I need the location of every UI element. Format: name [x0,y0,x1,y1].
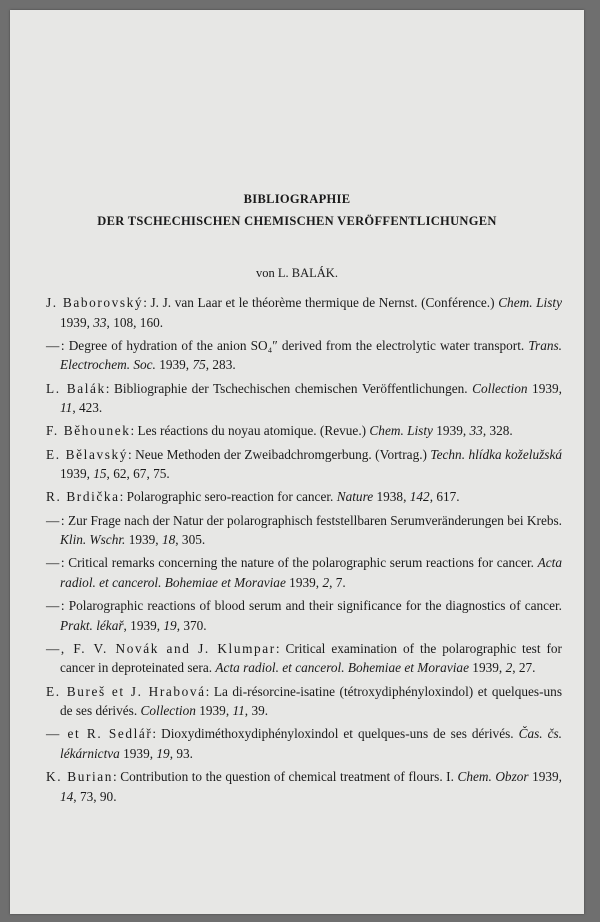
entry-year: 1939, [527,380,562,396]
entry-title: La di-résorcine-isatine (tétroxydiphényloxindol) et quelques-uns de ses dérivés. [60,683,562,719]
entry-author: — [46,598,61,614]
entry-journal: Čas. čs. lékárnictva [60,726,562,761]
entry-separator: : [130,423,135,439]
entry-pages: , 283. [205,357,236,373]
entry-journal: Nature [336,489,374,505]
bibliography-list [46,293,562,810]
entry-volume: 2 [505,660,513,676]
entry-year: 1939, [432,423,470,439]
entry-year: 1939, [285,574,323,590]
document-page [10,10,584,914]
entry-volume: 33 [93,314,107,330]
entry-pages: , 93. [169,746,193,761]
entry-separator: : [119,489,124,505]
entry-pages: , 62, 67, 75. [106,466,170,482]
entry-volume: 11 [60,400,73,416]
entry-journal: Klin. Wschr. [60,532,126,548]
entry-journal: Prakt. lékař [60,617,124,633]
page-subtitle: DER TSCHECHISCHEN CHEMISCHEN VERÖFFENTLICHUNGEN [97,214,497,228]
bibliography-entry [46,336,562,375]
entry-volume: 14 [60,788,74,804]
entry-year: 1939, [155,357,193,373]
entry-separator: : [60,598,65,614]
entry-separator: : [143,295,147,310]
entry-title: Neue Methoden der Zweibadchromgerbung. (Vortrag.) [131,446,431,462]
entry-pages: , 108, 160. [106,314,164,330]
entry-year: 1939, [60,466,94,482]
entry-journal: Chem. Listy [369,423,433,439]
bibliography-entry [46,445,562,484]
bibliography-entry [46,421,562,441]
entry-title: Polarographic sero-reaction for cancer. [123,489,337,505]
entry-separator: : [127,446,132,462]
entry-volume: 142 [409,489,430,505]
entry-volume: 75 [192,357,206,373]
entry-author: F. Běhounek [46,423,131,439]
entry-separator: : [152,726,157,742]
entry-pages: , 305. [175,532,206,548]
entry-volume: 18 [161,532,176,548]
bibliography-entry [46,511,562,550]
entry-author: — [46,555,61,571]
entry-pages: , 39. [244,703,269,719]
entry-author: — et R. Sedlář [46,726,153,742]
entry-pages: , 7. [329,574,346,590]
byline: von L. BALÁK. [256,266,338,280]
entry-year: 1939, [528,769,562,785]
entry-journal: Collection [140,703,196,719]
entry-journal: Collection [472,380,528,396]
entry-pages: , 27. [512,660,536,676]
entry-year: 1939, [195,703,233,719]
entry-pages: , 423. [72,400,103,416]
entry-journal: Acta radiol. et cancerol. Bohemiae et Moraviae [60,555,562,590]
bibliography-entry [46,487,562,507]
entry-title: Dioxydiméthoxydiphényloxindol et quelques-uns de ses dérivés. [156,726,519,742]
bibliography-entry [46,639,562,678]
entry-volume: 19 [156,746,170,761]
entry-volume: 33 [469,423,483,439]
entry-separator: : [60,337,65,353]
entry-journal: Techn. hlídka koželužská [430,446,562,462]
entry-separator: : [275,640,280,656]
entry-title: Contribution to the question of chemical treatment of flours. I. [116,769,458,785]
entry-author: E. Bureš et J. Hrabová [46,683,206,699]
entry-year: 1939, [60,314,94,330]
entry-year: 1939, [468,660,506,676]
entry-journal: Chem. Obzor [457,769,529,785]
entry-author: J. Baborovský [46,295,144,310]
bibliography-entry [46,682,562,721]
entry-pages: , 328. [482,423,513,439]
entry-author: — [46,512,61,528]
entry-author: — [46,337,61,353]
entry-separator: : [113,769,117,785]
entry-title: Critical examination of the polarographic test for cancer in deproteinated sera. [60,640,562,676]
entry-journal: Trans. Electrochem. Soc. [60,337,562,373]
entry-journal: Chem. Listy [498,295,563,310]
entry-pages: , 370. [176,617,207,633]
entry-author: K. Burian [46,769,114,785]
entry-title: Les réactions du noyau atomique. (Revue.) [134,423,370,439]
entry-pages: , 617. [429,489,460,505]
entry-separator: : [60,512,65,528]
entry-volume: 11 [232,703,245,719]
bibliography-entry [46,724,562,763]
page-title: BIBLIOGRAPHIE [243,192,351,206]
entry-separator: : [60,555,65,571]
entry-title: J. J. van Laar et le théorème thermique de Nernst. (Conférence.) [146,295,499,310]
entry-journal: Acta radiol. et cancerol. Bohemiae et Moraviae [215,660,469,676]
entry-volume: 15 [93,466,107,482]
bibliography-entry [46,379,562,418]
entry-separator: : [205,683,210,699]
entry-year: , 1939, [123,617,164,633]
bibliography-entry [46,767,562,806]
entry-volume: 2 [322,574,330,590]
entry-author: E. Bělavský [46,446,128,462]
entry-year: 1939, [125,532,162,548]
entry-title: Bibliographie der Tschechischen chemischen Veröffentlichungen. [109,380,473,396]
entry-volume: 19 [163,617,177,633]
entry-year: 1938, [373,489,410,505]
entry-author: L. Balák [46,380,106,396]
entry-title: Polarographic reactions of blood serum and their significance for the diagnostics of cancer. [64,598,562,614]
entry-pages: , 73, 90. [73,788,117,804]
bibliography-entry [46,293,562,332]
bibliography-entry [46,553,562,592]
entry-author: —, F. V. Novák and J. Klumpar [46,640,276,656]
entry-author: R. Brdička [46,489,120,505]
bibliography-entry [46,596,562,635]
entry-separator: : [105,380,110,396]
entry-year: 1939, [119,746,157,761]
entry-title: Degree of hydration of the anion SO₄″ derived from the electrolytic water transport. [64,337,529,353]
entry-title: Critical remarks concerning the nature of the polarographic serum reactions for cancer. [64,555,538,571]
entry-title: Zur Frage nach der Natur der polarographisch feststellbaren Serumveränderungen bei Krebs. [64,512,562,528]
